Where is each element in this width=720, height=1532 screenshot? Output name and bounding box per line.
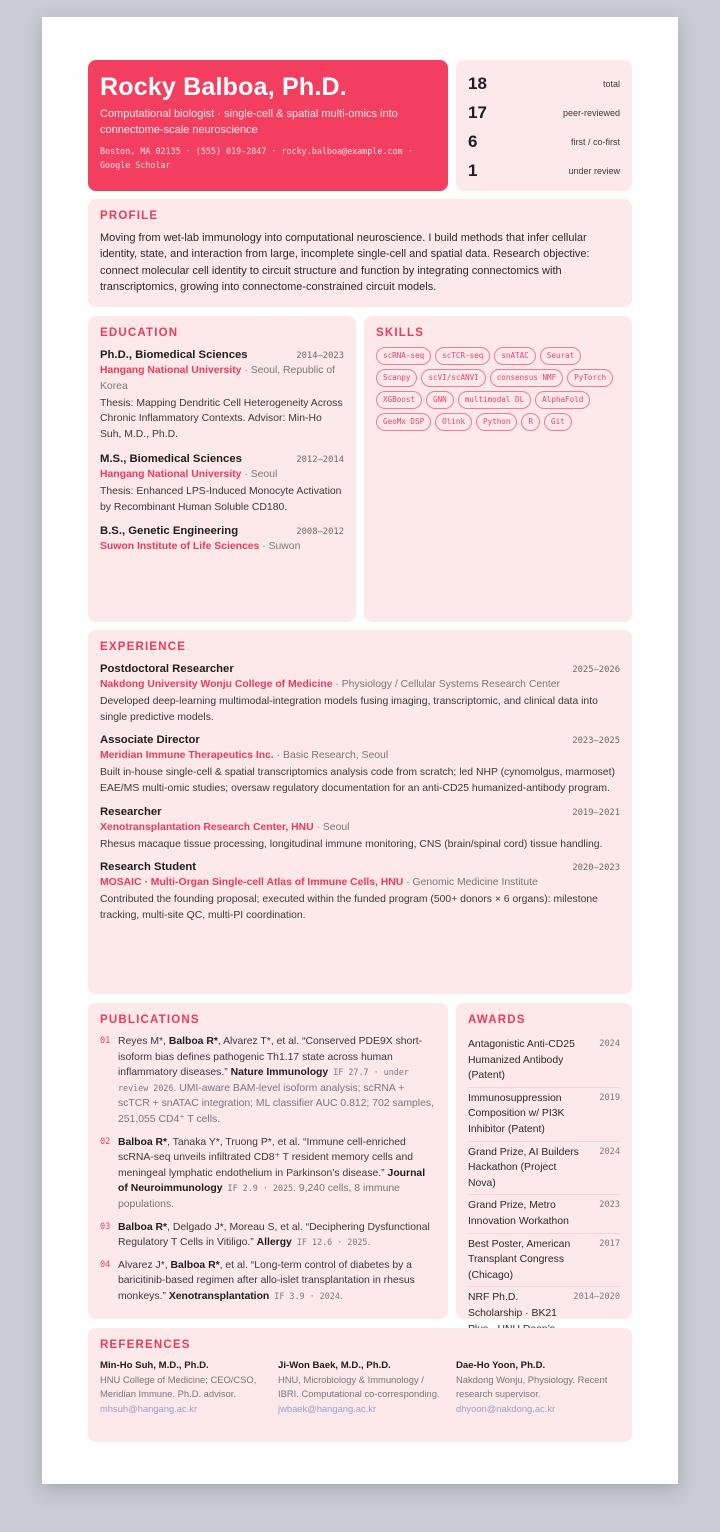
skill-chip: scRNA-seq bbox=[376, 347, 431, 365]
skill-chip: PyTorch bbox=[567, 369, 613, 387]
reference-email-link[interactable]: jwbaek@hangang.ac.kr bbox=[278, 1402, 377, 1414]
authors-before: Alvarez J*, bbox=[118, 1259, 171, 1271]
journal-name: Xenotransplantation bbox=[168, 1290, 270, 1302]
school: Hangang National University bbox=[100, 468, 242, 480]
journal-name: Allergy bbox=[256, 1237, 292, 1249]
reference-name: Ji-Won Baek, M.D., Ph.D. bbox=[278, 1360, 391, 1371]
award-name: NRF Ph.D. Scholarship · BK21 bbox=[468, 1292, 557, 1319]
experience-entry bbox=[100, 732, 620, 796]
date-range: 2012–2014 bbox=[296, 454, 344, 465]
job-description: Rhesus macaque tissue processing, longitudinal immune monitoring, CNS (brain/spinal cord) tissue handling. bbox=[100, 838, 603, 850]
section-title: AWARDS bbox=[468, 1014, 526, 1026]
references-section bbox=[88, 1328, 632, 1442]
skill-chip: R bbox=[521, 413, 540, 431]
citation-text: , et al. “Long-term control of diabetes by a baricitinib-based regimen after allo-islet transplantation in rhesus monkeys.” bbox=[118, 1259, 415, 1302]
job-description: Developed deep-learning multimodal-integration models fusing imaging, transcriptomic, and clinical data into single predictive models. bbox=[100, 695, 598, 723]
skill-chip: Seurat bbox=[540, 347, 581, 365]
job-role: Postdoctoral Researcher bbox=[100, 663, 234, 675]
publication-number: 01 bbox=[100, 1036, 111, 1046]
citation-text: , Delgado J*, Moreau S, et al. “Deciphering Dysfunctional Regulatory T Cells in Vitiligo.” bbox=[118, 1221, 430, 1249]
thesis: Thesis: Mapping Dendritic Cell Heterogeneity Across Chronic Inflammatory Contexts. Advisor: Min-Ho Suh, M.D., Ph.D. bbox=[100, 397, 343, 441]
journal-name: Nature Immunology bbox=[230, 1067, 329, 1079]
stat-label: total bbox=[602, 78, 620, 89]
location: · Suwon bbox=[259, 541, 301, 553]
stat-value: 17 bbox=[468, 102, 487, 122]
publication-note: . 9,240 cells, 8 immune populations. bbox=[118, 1183, 400, 1210]
employer-detail: · Seoul bbox=[313, 821, 350, 833]
publication-item bbox=[100, 1034, 436, 1128]
job-description: Built in-house single-cell & spatial transcriptomics analysis code from scratch; led NHP (cynomolgus, marmoset) EAE/MS multi-omic studies; oversaw regulatory documentation for an anti-CD25 humanized-antibody program. bbox=[100, 767, 615, 794]
awards-section bbox=[456, 1003, 632, 1319]
section-title: PROFILE bbox=[100, 210, 159, 222]
employer: Meridian Immune Therapeutics Inc. bbox=[100, 750, 274, 762]
section-title: PUBLICATIONS bbox=[100, 1014, 200, 1026]
school: Suwon Institute of Life Sciences bbox=[100, 541, 260, 553]
reference-email-link[interactable]: dhyoon@nakdong.ac.kr bbox=[456, 1402, 556, 1414]
education-entry bbox=[100, 347, 344, 443]
education-entry bbox=[100, 523, 344, 555]
publication-item bbox=[100, 1135, 436, 1213]
award-year: 2017 bbox=[599, 1238, 620, 1249]
stat-label: under review bbox=[568, 165, 620, 176]
authors-before: Reyes M*, bbox=[118, 1036, 169, 1047]
reference-name: Min-Ho Suh, M.D., Ph.D. bbox=[100, 1360, 209, 1371]
profile-text: Moving from wet-lab immunology into computational neuroscience. I build methods that infer cellular identity, state, and interaction from large, incomplete single-cell and spatial data. Research objective: connect molecular cell identity to circuit structure and function by integrating connectomics with transcriptomics, growing into connectome-constrained circuit models. bbox=[100, 232, 590, 293]
job-role: Researcher bbox=[100, 805, 162, 818]
stat-first-author bbox=[468, 127, 620, 156]
reference-item bbox=[456, 1359, 620, 1416]
reference-desc: HNU College of Medicine; CEO/CSO, Meridian Immune. Ph.D. advisor. bbox=[100, 1374, 257, 1400]
employer: MOSAIC · Multi-Organ Single-cell Atlas of Immune Cells, HNU bbox=[100, 877, 404, 889]
award-item bbox=[468, 1142, 620, 1196]
stat-value: 1 bbox=[468, 160, 478, 180]
publication-stats bbox=[456, 60, 632, 191]
date-range: 2008–2012 bbox=[296, 527, 344, 538]
publication-note: . UMI-aware BAM-level isoform analysis; scRNA + scTCR + snATAC integration; ML classifier AUC 0.812; 702 samples, 251,055 CD4⁺ T cells. bbox=[118, 1082, 434, 1125]
skill-chip: snATAC bbox=[494, 347, 535, 365]
job-role: Research Student bbox=[100, 861, 197, 874]
degree: Ph.D., Biomedical Sciences bbox=[100, 349, 248, 361]
date-range: 2019–2021 bbox=[572, 807, 620, 818]
employer: Nakdong University Wonju College of Medicine bbox=[100, 679, 333, 690]
stat-under-review bbox=[468, 156, 620, 185]
reference-email-link[interactable]: mhsuh@hangang.ac.kr bbox=[100, 1402, 198, 1414]
stat-peer-reviewed bbox=[468, 98, 620, 127]
employer-detail: · Basic Research, Seoul bbox=[273, 750, 389, 762]
reference-desc: HNU, Microbiology & Immunology / IBRI. Computational co-corresponding. bbox=[278, 1374, 440, 1400]
job-role: Associate Director bbox=[100, 734, 200, 747]
reference-name: Dae-Ho Yoon, Ph.D. bbox=[456, 1360, 546, 1371]
award-item bbox=[468, 1088, 620, 1142]
citation-text: , Tanaka Y*, Truong P*, et al. “Immune cell-enriched scRNA-seq unveils infiltrated CD8⁺ T resident memory cells and meningeal lymphatic endothelium in Parkinson’s disease.” bbox=[118, 1136, 413, 1179]
skill-chip: GNN bbox=[426, 391, 454, 409]
stat-label: first / co-first bbox=[571, 136, 620, 147]
employer-detail: · Physiology / Cellular Systems Research Center bbox=[332, 679, 561, 690]
resume-sheet bbox=[42, 17, 678, 1484]
publications-section bbox=[88, 1003, 448, 1319]
reference-item bbox=[278, 1359, 442, 1416]
award-year: 2024 bbox=[599, 1039, 620, 1049]
skill-chip: AlphaFold bbox=[535, 391, 590, 409]
degree: M.S., Biomedical Sciences bbox=[100, 452, 242, 465]
profile-section bbox=[88, 199, 632, 307]
skill-chip: Scanpy bbox=[376, 369, 417, 387]
award-name: Antagonistic Anti-CD25 Humanized Antibody (Patent) bbox=[468, 1039, 575, 1082]
employer-detail: · Genomic Medicine Institute bbox=[403, 877, 538, 889]
location: · Seoul bbox=[241, 468, 278, 480]
skill-chip-list bbox=[376, 347, 620, 431]
journal-name: Journal of Neuroimmunology bbox=[118, 1167, 426, 1195]
skill-chip: Olink bbox=[435, 413, 472, 431]
education-section bbox=[88, 316, 356, 622]
section-title: EDUCATION bbox=[100, 327, 179, 339]
impact-meta: IF 3.9 · 2024 bbox=[269, 1290, 340, 1301]
experience-entry bbox=[100, 804, 620, 853]
contact-line[interactable]: Boston, MA 02135 · (555) 019-2847 · rocky.balboa@example.com · Google Scholar bbox=[100, 146, 413, 170]
self-author: Balboa R* bbox=[118, 1136, 168, 1148]
award-name: Immunosuppression Composition w/ PI3K Inhibitor (Patent) bbox=[468, 1092, 565, 1135]
self-author: Balboa R* bbox=[118, 1221, 168, 1233]
skills-section bbox=[364, 316, 632, 622]
section-title: SKILLS bbox=[376, 327, 425, 339]
award-year: 2023 bbox=[599, 1200, 620, 1211]
publication-number: 02 bbox=[100, 1136, 111, 1147]
reference-desc: Nakdong Wonju, Physiology. Recent research supervisor. bbox=[456, 1374, 608, 1400]
award-item bbox=[468, 1234, 620, 1288]
school: Hangang National University bbox=[100, 365, 242, 376]
self-author: Balboa R* bbox=[170, 1259, 220, 1271]
skill-chip: consensus NMF bbox=[490, 369, 563, 387]
award-item bbox=[468, 1195, 620, 1233]
stat-label: peer-reviewed bbox=[562, 107, 620, 118]
reference-item bbox=[100, 1359, 264, 1416]
experience-section bbox=[88, 630, 632, 994]
impact-meta: IF 2.9 · 2025 bbox=[222, 1183, 294, 1194]
skill-chip: scTCR-seq bbox=[435, 347, 490, 365]
impact-meta: IF 12.6 · 2025 bbox=[291, 1237, 368, 1248]
publication-number: 04 bbox=[100, 1259, 111, 1270]
award-name: Grand Prize, Metro Innovation Workathon bbox=[468, 1200, 569, 1227]
stat-value: 6 bbox=[468, 131, 478, 151]
location: · Seoul, Republic of Korea bbox=[100, 365, 336, 392]
publication-item bbox=[100, 1220, 436, 1251]
header-banner bbox=[88, 60, 448, 191]
section-title: REFERENCES bbox=[100, 1339, 191, 1351]
date-range: 2014–2023 bbox=[296, 351, 344, 361]
award-year: 2014–2020 bbox=[573, 1292, 620, 1303]
skill-chip: XGBoost bbox=[376, 391, 422, 409]
experience-entry bbox=[100, 661, 620, 725]
publication-note: . bbox=[367, 1237, 371, 1249]
publication-note: . bbox=[339, 1290, 343, 1302]
employer: Xenotransplantation Research Center, HNU bbox=[100, 821, 314, 833]
date-range: 2023–2025 bbox=[572, 736, 620, 747]
skill-chip: Git bbox=[544, 413, 572, 431]
section-title: EXPERIENCE bbox=[100, 641, 187, 653]
job-description: Contributed the founding proposal; executed within the funded program (500+ donors × 6 organs): milestone tracking, multi-site QC, multi-PI coordination. bbox=[100, 894, 598, 921]
award-item bbox=[468, 1034, 620, 1088]
skill-chip: Python bbox=[476, 413, 517, 431]
self-author: Balboa R* bbox=[168, 1036, 218, 1047]
skill-chip: multimodal DL bbox=[458, 391, 531, 409]
award-name: Best Poster, American Transplant Congress (Chicago) bbox=[468, 1238, 571, 1281]
skill-chip: GeoMx DSP bbox=[376, 413, 431, 431]
skill-chip: scVI/scANVI bbox=[421, 369, 485, 387]
stat-total bbox=[468, 69, 620, 98]
award-name: Grand Prize, AI Builders Hackathon (Project Nova) bbox=[468, 1146, 579, 1189]
candidate-tagline: Computational biologist · single-cell & spatial multi-omics into connectome-scale neuroscience bbox=[100, 108, 398, 136]
impact-meta: IF 27.7 · under review 2026 bbox=[118, 1067, 409, 1093]
thesis: Thesis: Enhanced LPS-Induced Monocyte Activation by Recombinant Human Soluble CD180. bbox=[100, 485, 342, 513]
date-range: 2025–2026 bbox=[572, 665, 620, 675]
award-year: 2024 bbox=[599, 1146, 620, 1157]
publication-item bbox=[100, 1258, 436, 1305]
citation-text: , Alvarez T*, et al. “Conserved PDE9X short-isoform bias defines pathogenic Th1.17 state across human inflammatory diseases.” bbox=[118, 1036, 423, 1079]
date-range: 2020–2023 bbox=[572, 863, 620, 874]
publication-number: 03 bbox=[100, 1221, 111, 1232]
candidate-name: Rocky Balboa, Ph.D. bbox=[100, 73, 347, 101]
stat-value: 18 bbox=[468, 73, 487, 93]
experience-entry bbox=[100, 859, 620, 923]
education-entry bbox=[100, 451, 344, 515]
award-year: 2019 bbox=[599, 1092, 620, 1103]
degree: B.S., Genetic Engineering bbox=[100, 525, 239, 538]
